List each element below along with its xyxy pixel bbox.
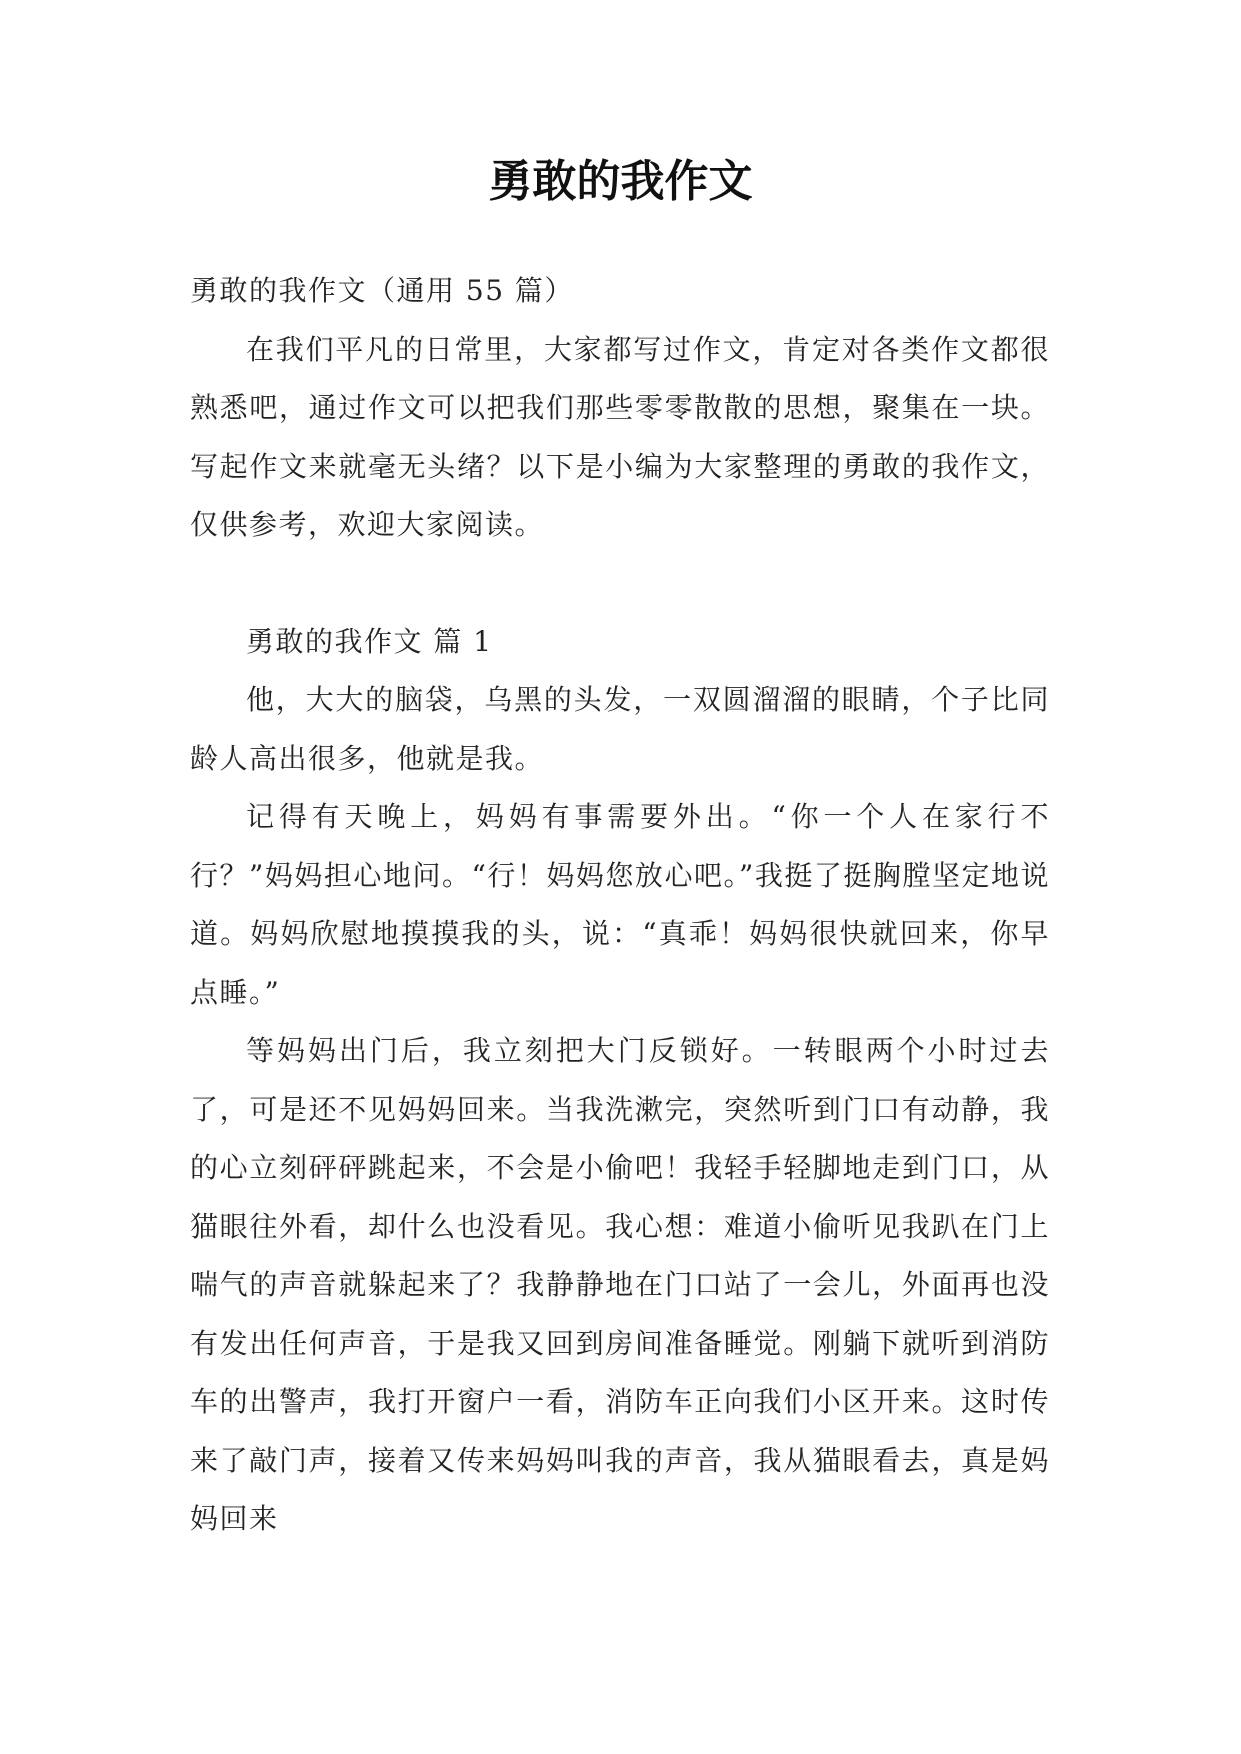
document-body [190, 262, 1050, 1549]
body-paragraph: 记得有天晚上，妈妈有事需要外出。“你一个人在家行不行？”妈妈担心地问。“行！妈妈您放心吧。”我挺了挺胸膛坚定地说道。妈妈欣慰地摸摸我的头，说：“真乖！妈妈很快就回来，你早点睡。” [190, 800, 1050, 1009]
intro-paragraph: 在我们平凡的日常里，大家都写过作文，肯定对各类作文都很熟悉吧，通过作文可以把我们那些零零散散的思想，聚集在一块。写起作文来就毫无头绪？以下是小编为大家整理的勇敢的我作文，仅供参考，欢迎大家阅读。 [190, 332, 1050, 541]
document-title: 勇敢的我作文 [488, 156, 753, 207]
body-paragraph: 等妈妈出门后，我立刻把大门反锁好。一转眼两个小时过去了，可是还不见妈妈回来。当我洗漱完，突然听到门口有动静，我的心立刻砰砰跳起来，不会是小偷吧！我轻手轻脚地走到门口，从猫眼往外看，却什么也没看见。我心想：难道小偷听见我趴在门上喘气的声音就躲起来了？我静静地在门口站了一会儿，外面再也没有发出任何声音，于是我又回到房间准备睡觉。刚躺下就听到消防车的出警声，我打开窗户一看，消防车正向我们小区开来。这时传来了敲门声，接着又传来妈妈叫我的声音，我从猫眼看去，真是妈妈回来 [190, 1034, 1050, 1535]
section-heading: 勇敢的我作文 篇 1 [246, 624, 493, 658]
section-spacer [190, 555, 1050, 613]
document-subtitle: 勇敢的我作文（通用 55 篇） [190, 274, 574, 307]
body-paragraph: 他，大大的脑袋，乌黑的头发，一双圆溜溜的眼睛，个子比同龄人高出很多，他就是我。 [190, 683, 1050, 775]
